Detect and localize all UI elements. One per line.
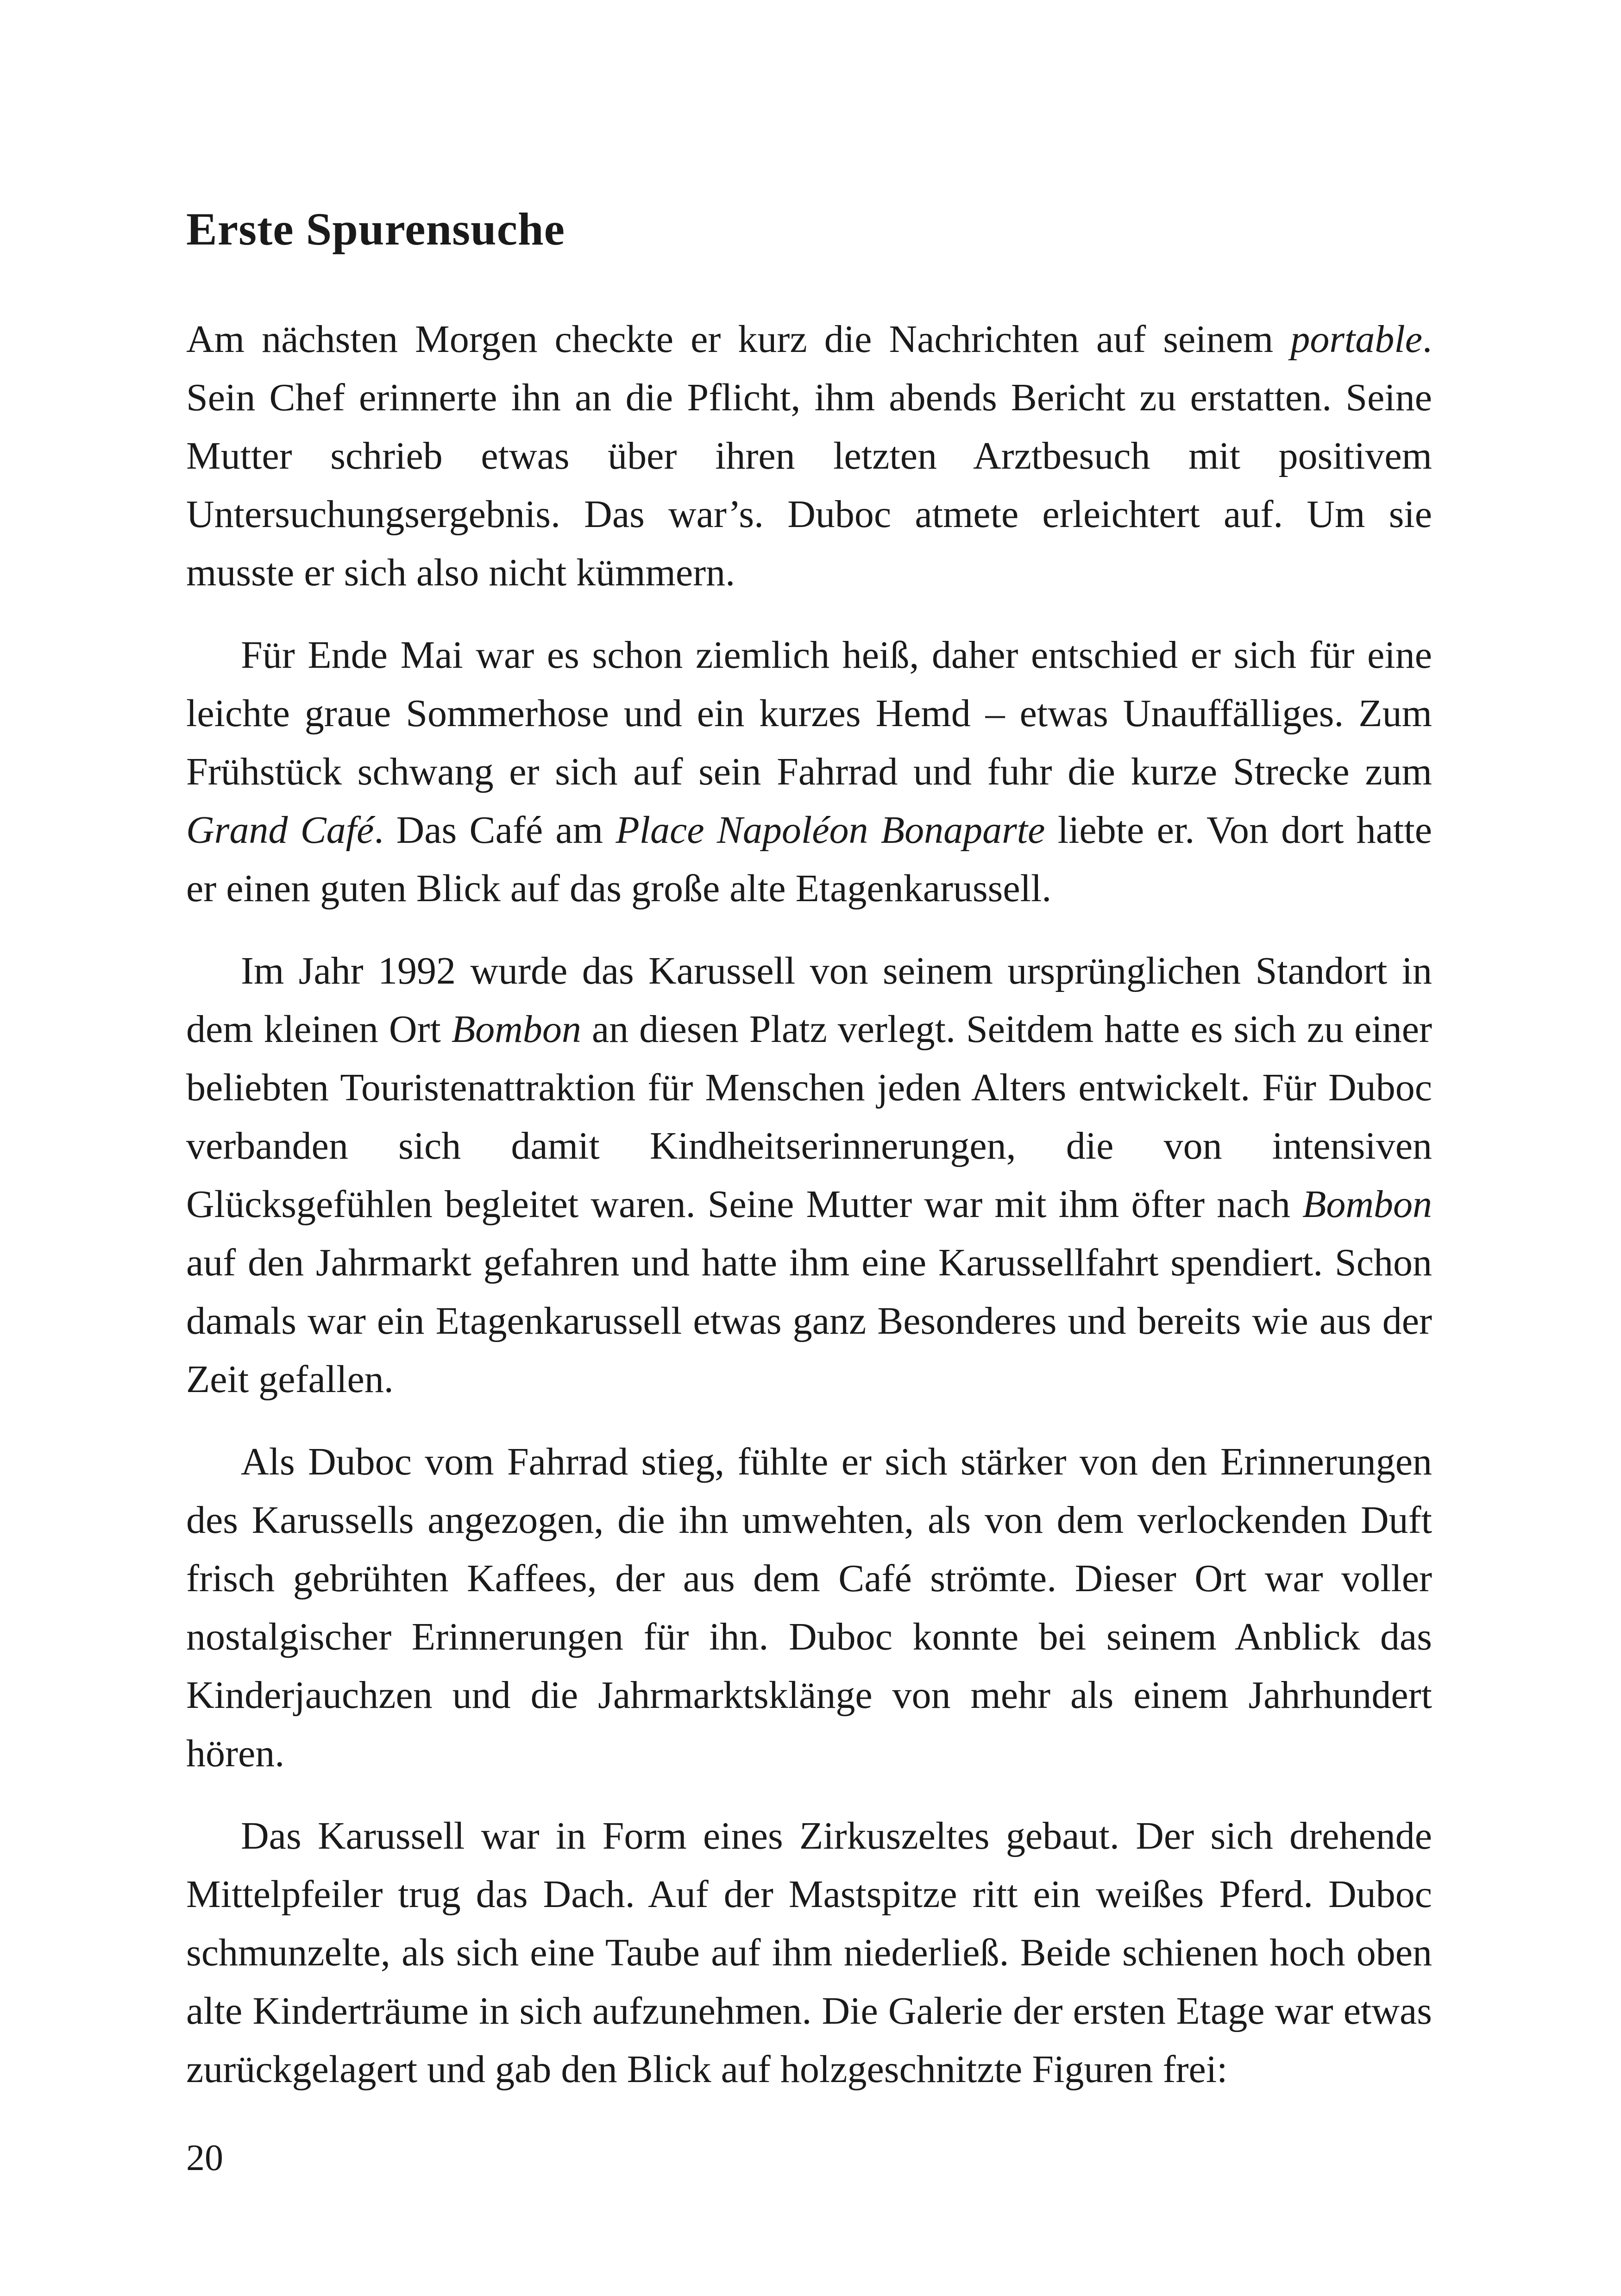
- page-number: 20: [186, 2138, 223, 2178]
- italic-term-portable: portable: [1290, 318, 1422, 361]
- text-segment: an diesen Platz verlegt. Seitdem hatte es sich zu einer beliebten Touristenattraktion für Menschen jeden Alters entwickelt. Für Duboc verbanden sich damit Kindheitserinnerungen, die von intensiven Glücksgefühlen begleitet waren. Seine Mutter war mit ihm öfter nach: [186, 1008, 1432, 1226]
- text-segment: Als Duboc vom Fahrrad stieg, fühlte er sich stärker von den Erinnerungen des Karussells angezogen, die ihn umwehten, als von dem verlockenden Duft frisch gebrühten Kaffees, der aus dem Café strömte. Dieser Ort war voller nostalgischer Erinnerungen für ihn. Duboc konnte bei seinem Anblick das Kinderjauchzen und die Jahrmarktsklänge von mehr als einem Jahrhundert hören.: [186, 1440, 1432, 1775]
- text-segment: Das Karussell war in Form eines Zirkuszeltes gebaut. Der sich drehende Mittelpfeiler trug das Dach. Auf der Mastspitze ritt ein weißes Pferd. Duboc schmunzelte, als sich eine Taube auf ihm niederließ. Beide schienen hoch oben alte Kinderträume in sich aufzunehmen. Die Galerie der ersten Etage war etwas zurückgelagert und gab den Blick auf holzgeschnitzte Figuren frei:: [186, 1814, 1432, 2091]
- italic-term-bombon: Bombon: [1302, 1183, 1432, 1226]
- italic-term-bombon: Bombon: [451, 1008, 581, 1051]
- italic-term-grand-cafe: Grand Café: [186, 809, 374, 852]
- paragraph-1: [186, 310, 1432, 602]
- paragraph-3: [186, 942, 1432, 1409]
- text-segment: Im Jahr 1992 wurde das Karussell von seinem ursprünglichen Standort in dem kleinen Ort: [186, 949, 1432, 1051]
- text-segment: Für Ende Mai war es schon ziemlich heiß, daher entschied er sich für eine leichte graue Sommerhose und ein kurzes Hemd – etwas Unauffälliges. Zum Frühstück schwang er sich auf sein Fahrrad und fuhr die kurze Strecke zum: [186, 634, 1432, 793]
- paragraph-4: [186, 1433, 1432, 1783]
- text-segment: auf den Jahrmarkt gefahren und hatte ihm eine Karussellfahrt spendiert. Schon damals war ein Etagenkarussell etwas ganz Besonderes und bereits wie aus der Zeit gefallen.: [186, 1241, 1432, 1401]
- text-segment: liebte er. Von dort hatte er einen guten Blick auf das große alte Etagenkarussell.: [186, 809, 1433, 910]
- paragraph-2: [186, 626, 1432, 918]
- text-segment: . Das Café am: [374, 809, 616, 852]
- body-text: [186, 310, 1432, 2099]
- paragraph-5: [186, 1807, 1432, 2099]
- chapter-title: Erste Spurensuche: [186, 203, 565, 255]
- text-segment: Am nächsten Morgen checkte er kurz die Nachrichten auf seinem: [186, 318, 1291, 361]
- text-segment: . Sein Chef erinnerte ihn an die Pflicht, ihm abends Bericht zu erstatten. Seine Mutter schrieb etwas über ihren letzten Arztbesuch mit positivem Untersuchungsergebnis. Das war’s. Duboc atmete erleichtert auf. Um sie musste er sich also nicht kümmern.: [186, 318, 1432, 594]
- italic-term-place-napoleon: Place Napoléon Bonaparte: [616, 809, 1045, 852]
